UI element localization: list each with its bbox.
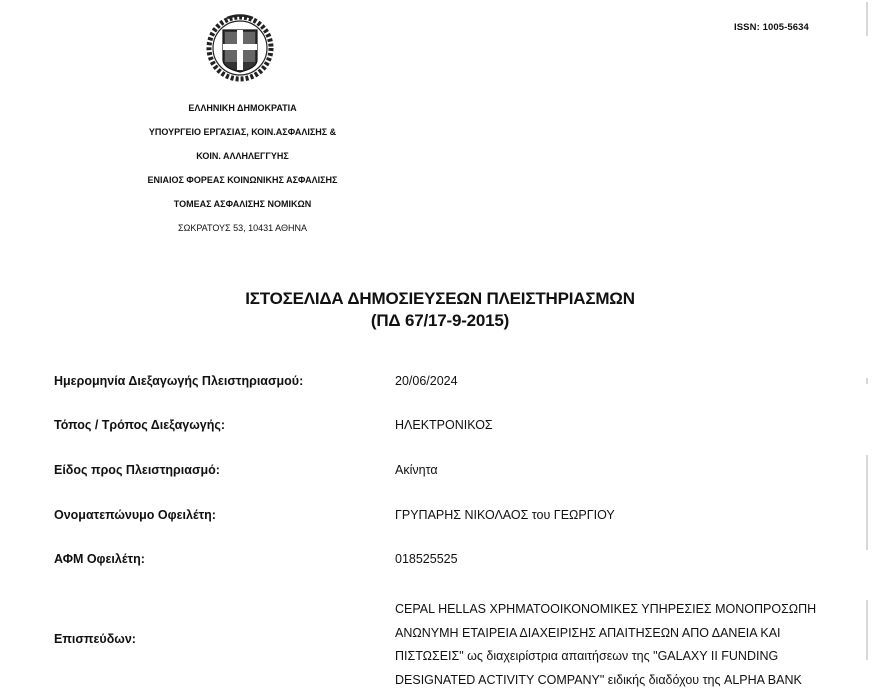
field-value: 018525525 [395,552,458,566]
field-auction-method [0,418,880,438]
issuer-header [120,96,365,240]
header-line-address: ΣΩΚΡΑΤΟΥΣ 53, 10431 ΑΘΗΝΑ [178,223,307,233]
header-line-ministry: ΥΠΟΥΡΓΕΙΟ ΕΡΓΑΣΙΑΣ, ΚΟΙΝ.ΑΣΦΑΛΙΣΗΣ & [148,127,337,137]
field-auction-item-type [0,463,880,483]
scan-artifact [866,455,868,550]
petitioner-line: ΑΝΩΝΥΜΗ ΕΤΑΙΡΕΙΑ ΔΙΑΧΕΙΡΙΣΗΣ ΑΠΑΙΤΗΣΕΩΝ ΑΠΟ ΔΑΝΕΙΑ ΚΑΙ [395,625,781,640]
petitioner-line: CEPAL HELLAS ΧΡΗΜΑΤΟΟΙΚΟΝΟΜΙΚΕΣ ΥΠΗΡΕΣΙΕΣ ΜΟΝΟΠΡΟΣΩΠΗ [395,602,817,616]
field-label: Τόπος / Τρόπος Διεξαγωγής: [54,418,226,432]
header-line-sector: ΤΟΜΕΑΣ ΑΣΦΑΛΙΣΗΣ ΝΟΜΙΚΩΝ [173,199,312,209]
petitioner-line: DESIGNATED ACTIVITY COMPANY" ειδικής διαδόχου της ALPHA BANK [395,672,802,687]
field-label: Ημερομηνία Διεξαγωγής Πλειστηριασμού: [54,374,304,388]
field-debtor-tax-id [0,552,880,572]
field-label: ΑΦΜ Οφειλέτη: [54,552,145,566]
field-debtor-name [0,508,880,528]
header-line-ministry-cont: ΚΟΙΝ. ΑΛΛΗΛΕΓΓΥΗΣ [196,151,289,161]
title-line-decree: (ΠΔ 67/17-9-2015) [370,311,510,330]
field-value: Ακίνητα [395,463,438,477]
field-value: ΓΡΥΠΑΡΗΣ ΝΙΚΟΛΑΟΣ του ΓΕΩΡΓΙΟΥ [395,508,615,522]
petitioner-label: Επισπεύδων: [54,632,136,646]
header-line-republic: ΕΛΛΗΝΙΚΗ ΔΗΜΟΚΡΑΤΙΑ [188,103,297,113]
field-value: 20/06/2024 [395,374,458,388]
header-line-efka: ΕΝΙΑΙΟΣ ΦΟΡΕΑΣ ΚΟΙΝΩΝΙΚΗΣ ΑΣΦΑΛΙΣΗΣ [147,175,338,185]
issn-number: ISSN: 1005-5634 [734,22,809,33]
scan-artifact [866,2,868,36]
title-line-main: ΙΣΤΟΣΕΛΙΔΑ ΔΗΜΟΣΙΕΥΣΕΩΝ ΠΛΕΙΣΤΗΡΙΑΣΜΩΝ [245,289,635,308]
field-label: Είδος προς Πλειστηριασμό: [54,463,220,477]
field-label: Ονοματεπώνυμο Οφειλέτη: [54,508,216,522]
page-title [200,288,680,332]
petitioner-line: ΠΙΣΤΩΣΕΙΣ" ως διαχειρίστρια απαιτήσεων της "GALAXY II FUNDING [395,649,779,663]
field-auction-date [0,374,880,394]
scan-artifact [866,600,868,660]
scan-artifact [866,378,868,384]
field-value: ΗΛΕΚΤΡΟΝΙΚΟΣ [395,418,493,432]
greek-coat-of-arms-icon [203,10,277,84]
petitioner-value [395,598,815,692]
